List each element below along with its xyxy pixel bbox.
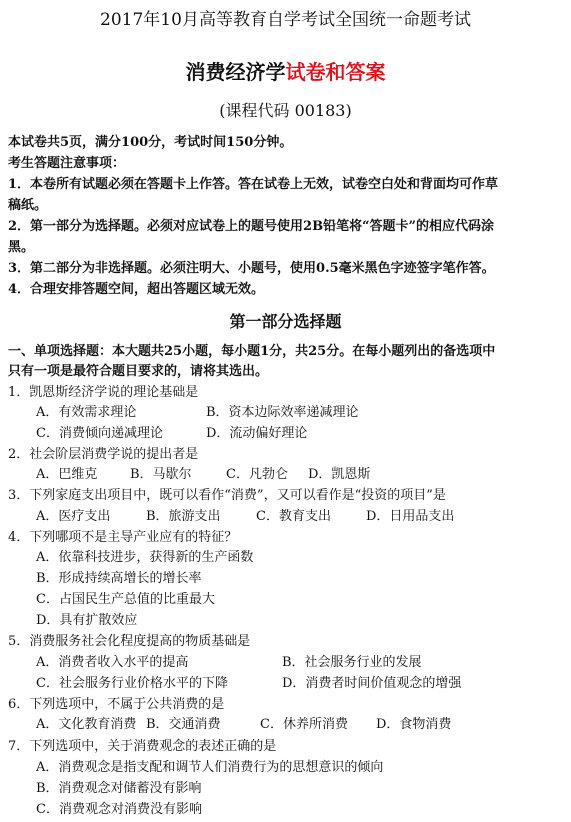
answer-option: B．交通消费 bbox=[146, 717, 221, 732]
answer-option: C．占国民生产总值的比重最大 bbox=[36, 592, 215, 607]
answer-option: D．消费者时间价值观念的增强 bbox=[282, 676, 462, 691]
notice-line: 1．本卷所有试题必须在答题卡上作答。答在试卷上无效，试卷空白处和背面均可作草 bbox=[8, 177, 499, 192]
answer-option: A．消费观念是指支配和调节人们消费行为的思想意识的倾向 bbox=[36, 760, 384, 775]
answer-option: D．食物消费 bbox=[376, 717, 452, 732]
section-description: 只有一项是最符合题目要求的，请将其选出。 bbox=[8, 364, 269, 379]
question-text: 2．社会阶层消费学说的提出者是 bbox=[8, 447, 199, 462]
answer-option: C．休养所消费 bbox=[260, 717, 348, 732]
notice-line: 3．第二部分为非选择题。必须注明大、小题号，使用0.5毫米黑色字迹签字笔作答。 bbox=[8, 261, 495, 276]
question-text: 3．下列家庭支出项目中，既可以看作“消费”，又可以看作是“投资的项目”是 bbox=[8, 488, 446, 503]
answer-option: A．巴维克 bbox=[36, 467, 98, 482]
question-text: 7．下列选项中，关于消费观念的表述正确的是 bbox=[8, 739, 277, 754]
answer-option: D．流动偏好理论 bbox=[206, 426, 308, 441]
paper-title bbox=[0, 58, 571, 86]
question-text: 6．下列选项中，不属于公共消费的是 bbox=[8, 697, 225, 712]
intro-text: 本试卷共5页，满分100分，考试时间150分钟。 bbox=[8, 135, 293, 150]
answer-option: D．日用品支出 bbox=[366, 509, 455, 524]
answer-option: C．社会服务行业价格水平的下降 bbox=[36, 676, 228, 691]
section-title: 第一部分选择题 bbox=[229, 312, 342, 331]
answer-option: C．凡勃仑 bbox=[226, 467, 288, 482]
section-description: 一、单项选择题：本大题共25小题，每小题1分，共25分。在每小题列出的备选项中 bbox=[8, 344, 496, 359]
notice-line: 稿纸。 bbox=[8, 198, 48, 213]
answer-option: B．形成持续高增长的增长率 bbox=[36, 571, 202, 586]
answer-option: A．依靠科技进步，获得新的生产函数 bbox=[36, 550, 254, 565]
course-code: (课程代码 00183) bbox=[219, 101, 352, 120]
answer-option: B．马歇尔 bbox=[130, 467, 192, 482]
notice-title: 考生答题注意事项： bbox=[8, 156, 126, 171]
answer-option: A．消费者收入水平的提高 bbox=[36, 655, 189, 670]
question-text: 4．下列哪项不是主导产业应有的特征？ bbox=[8, 530, 238, 545]
answer-option: C．教育支出 bbox=[256, 509, 331, 524]
paper-title-black: 消费经济学 bbox=[185, 60, 286, 84]
answer-option: B．消费观念对储蓄没有影响 bbox=[36, 781, 202, 796]
answer-option: C．消费倾向递减理论 bbox=[36, 426, 163, 441]
answer-option: D．凯恩斯 bbox=[308, 467, 371, 482]
notice-line: 2．第一部分为选择题。必须对应试卷上的题号使用2B铅笔将“答题卡”的相应代码涂 bbox=[8, 219, 495, 234]
exam-header-line: 2017年10月高等教育自学考试全国统一命题考试 bbox=[100, 10, 471, 30]
answer-option: A．文化教育消费 bbox=[36, 717, 137, 732]
paper-title-red: 试卷和答案 bbox=[285, 60, 386, 84]
answer-option: A．有效需求理论 bbox=[36, 405, 137, 420]
answer-option: C．消费观念对消费没有影响 bbox=[36, 802, 202, 817]
question-text: 1．凯恩斯经济学说的理论基础是 bbox=[8, 385, 199, 400]
question-text: 5．消费服务社会化程度提高的物质基础是 bbox=[8, 634, 251, 649]
notice-line: 黑。 bbox=[8, 240, 35, 255]
answer-option: B．旅游支出 bbox=[146, 509, 221, 524]
answer-option: D．具有扩散效应 bbox=[36, 613, 138, 628]
answer-option: B．社会服务行业的发展 bbox=[282, 655, 422, 670]
answer-option: A．医疗支出 bbox=[36, 509, 111, 524]
answer-option: B．资本边际效率递减理论 bbox=[206, 405, 359, 420]
notice-line: 4．合理安排答题空间，超出答题区域无效。 bbox=[8, 282, 265, 297]
